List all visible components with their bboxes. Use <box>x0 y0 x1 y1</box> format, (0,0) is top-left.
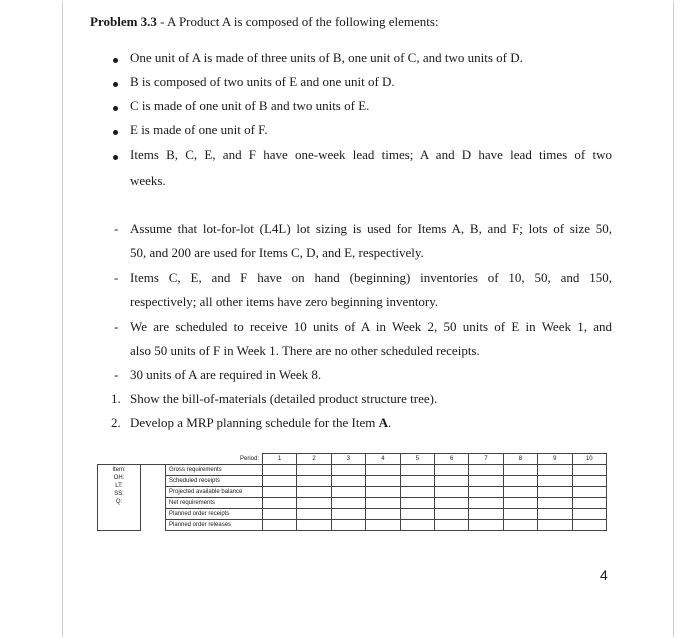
item-info-cell <box>98 465 141 531</box>
table-cell <box>400 498 434 509</box>
dash-marker: - <box>114 367 119 382</box>
table-cell <box>572 487 606 498</box>
row-label: Projected available balance <box>166 487 263 498</box>
task-number: 1. <box>111 391 121 406</box>
task-text <box>130 415 391 431</box>
table-cell <box>538 487 572 498</box>
table-cell <box>366 498 400 509</box>
table-cell <box>434 487 468 498</box>
table-cell <box>538 498 572 509</box>
table-row <box>98 487 607 498</box>
safety-stock-label: SS: <box>114 491 124 497</box>
table-cell <box>434 509 468 520</box>
header-spacer <box>141 454 166 465</box>
table-cell <box>572 498 606 509</box>
task-item-name: A <box>378 415 389 430</box>
dash-marker: - <box>114 221 119 236</box>
table-cell <box>434 498 468 509</box>
table-row <box>98 476 607 487</box>
dash-item: 30 units of A are required in Week 8. <box>130 367 322 382</box>
table-cell <box>538 465 572 476</box>
bullet-item: Items B, C, E, and F have one-week lead times; A and D have lead times of two <box>130 147 612 162</box>
period-number: 2 <box>297 454 331 465</box>
table-cell <box>400 487 434 498</box>
spacer-cell <box>141 465 166 531</box>
problem-number: Problem 3.3 <box>90 14 157 29</box>
dash-item-continuation: respectively; all other items have zero beginning inventory. <box>130 294 439 309</box>
problem-intro: - A Product A is composed of the following elements: <box>156 14 439 29</box>
bullet-item: One unit of A is made of three units of B, one unit of C, and two units of D. <box>130 50 523 65</box>
task-text-end: . <box>388 415 392 430</box>
table-cell <box>572 476 606 487</box>
table-cell <box>503 476 537 487</box>
table-cell <box>263 487 297 498</box>
period-number: 10 <box>572 454 606 465</box>
dash-item: Assume that lot-for-lot (L4L) lot sizing is used for Items A, B, and F; lots of size 50, <box>130 221 612 236</box>
table-cell <box>469 520 503 531</box>
table-cell <box>297 498 331 509</box>
table-cell <box>331 520 365 531</box>
table-cell <box>469 476 503 487</box>
row-label: Gross requirements <box>166 465 263 476</box>
table-cell <box>331 509 365 520</box>
table-cell <box>400 509 434 520</box>
period-label: Period: <box>166 454 263 465</box>
table-cell <box>469 498 503 509</box>
period-number: 6 <box>434 454 468 465</box>
table-cell <box>503 465 537 476</box>
table-cell <box>469 465 503 476</box>
table-cell <box>263 476 297 487</box>
period-header-row <box>98 454 607 465</box>
row-label: Net requirements <box>166 498 263 509</box>
table-cell <box>469 487 503 498</box>
table-cell <box>263 465 297 476</box>
header-spacer <box>98 454 141 465</box>
table-cell <box>538 520 572 531</box>
table-cell <box>434 465 468 476</box>
table-cell <box>263 509 297 520</box>
table-cell <box>503 509 537 520</box>
bullet-icon <box>113 82 118 87</box>
bullet-icon <box>113 58 118 63</box>
table-cell <box>331 498 365 509</box>
bullet-icon <box>113 155 118 160</box>
table-cell <box>434 476 468 487</box>
row-label: Scheduled receipts <box>166 476 263 487</box>
table-cell <box>297 465 331 476</box>
table-cell <box>572 520 606 531</box>
lot-size-label: Q: <box>115 499 123 505</box>
table-cell <box>331 476 365 487</box>
table-row <box>98 465 607 476</box>
period-number: 4 <box>366 454 400 465</box>
on-hand-label: OH: <box>113 475 125 481</box>
table-cell <box>434 520 468 531</box>
table-cell <box>400 465 434 476</box>
table-cell <box>331 465 365 476</box>
period-number: 5 <box>400 454 434 465</box>
period-number: 7 <box>469 454 503 465</box>
bullet-item-continuation: weeks. <box>130 173 166 188</box>
table-cell <box>366 520 400 531</box>
problem-title <box>90 14 439 30</box>
row-label: Planned order releases <box>166 520 263 531</box>
table-cell <box>400 476 434 487</box>
task-text-main: Develop a MRP planning schedule for the Item <box>130 415 379 430</box>
period-number: 1 <box>263 454 297 465</box>
lead-time-label: LT: <box>115 483 123 489</box>
bullet-item: C is made of one unit of B and two units of E. <box>130 98 370 113</box>
item-label: Item: <box>112 467 126 473</box>
table-row <box>98 509 607 520</box>
table-cell <box>297 487 331 498</box>
table-cell <box>366 476 400 487</box>
dash-item-continuation: 50, and 200 are used for Items C, D, and E, respectively. <box>130 245 424 260</box>
dash-item: We are scheduled to receive 10 units of A in Week 2, 50 units of E in Week 1, and <box>130 319 612 334</box>
mrp-schedule-table <box>97 453 607 538</box>
period-number: 9 <box>538 454 572 465</box>
table-cell <box>538 509 572 520</box>
table-cell <box>503 498 537 509</box>
table-cell <box>263 520 297 531</box>
table-cell <box>503 487 537 498</box>
task-text: Show the bill-of-materials (detailed product structure tree). <box>130 391 438 406</box>
table-cell <box>366 465 400 476</box>
table-cell <box>572 465 606 476</box>
table-cell <box>538 476 572 487</box>
bullet-icon <box>113 106 118 111</box>
table-row <box>98 498 607 509</box>
table-cell <box>503 520 537 531</box>
task-number: 2. <box>111 415 121 430</box>
dash-marker: - <box>114 270 119 285</box>
period-number: 8 <box>503 454 537 465</box>
table-cell <box>331 487 365 498</box>
table-cell <box>572 509 606 520</box>
dash-item: Items C, E, and F have on hand (beginning) inventories of 10, 50, and 150, <box>130 270 612 285</box>
table-cell <box>366 509 400 520</box>
table-cell <box>297 520 331 531</box>
bullet-item: E is made of one unit of F. <box>130 122 268 137</box>
table-cell <box>263 498 297 509</box>
table-cell <box>366 487 400 498</box>
dash-item-continuation: also 50 units of F in Week 1. There are no other scheduled receipts. <box>130 343 480 358</box>
table-cell <box>297 476 331 487</box>
bullet-icon <box>113 130 118 135</box>
dash-marker: - <box>114 319 119 334</box>
bullet-item: B is composed of two units of E and one unit of D. <box>130 74 395 89</box>
table-cell <box>469 509 503 520</box>
table-cell <box>297 509 331 520</box>
page-number: 4 <box>600 567 608 583</box>
row-label: Planned order receipts <box>166 509 263 520</box>
period-number: 3 <box>331 454 365 465</box>
table-row <box>98 520 607 531</box>
table-cell <box>400 520 434 531</box>
